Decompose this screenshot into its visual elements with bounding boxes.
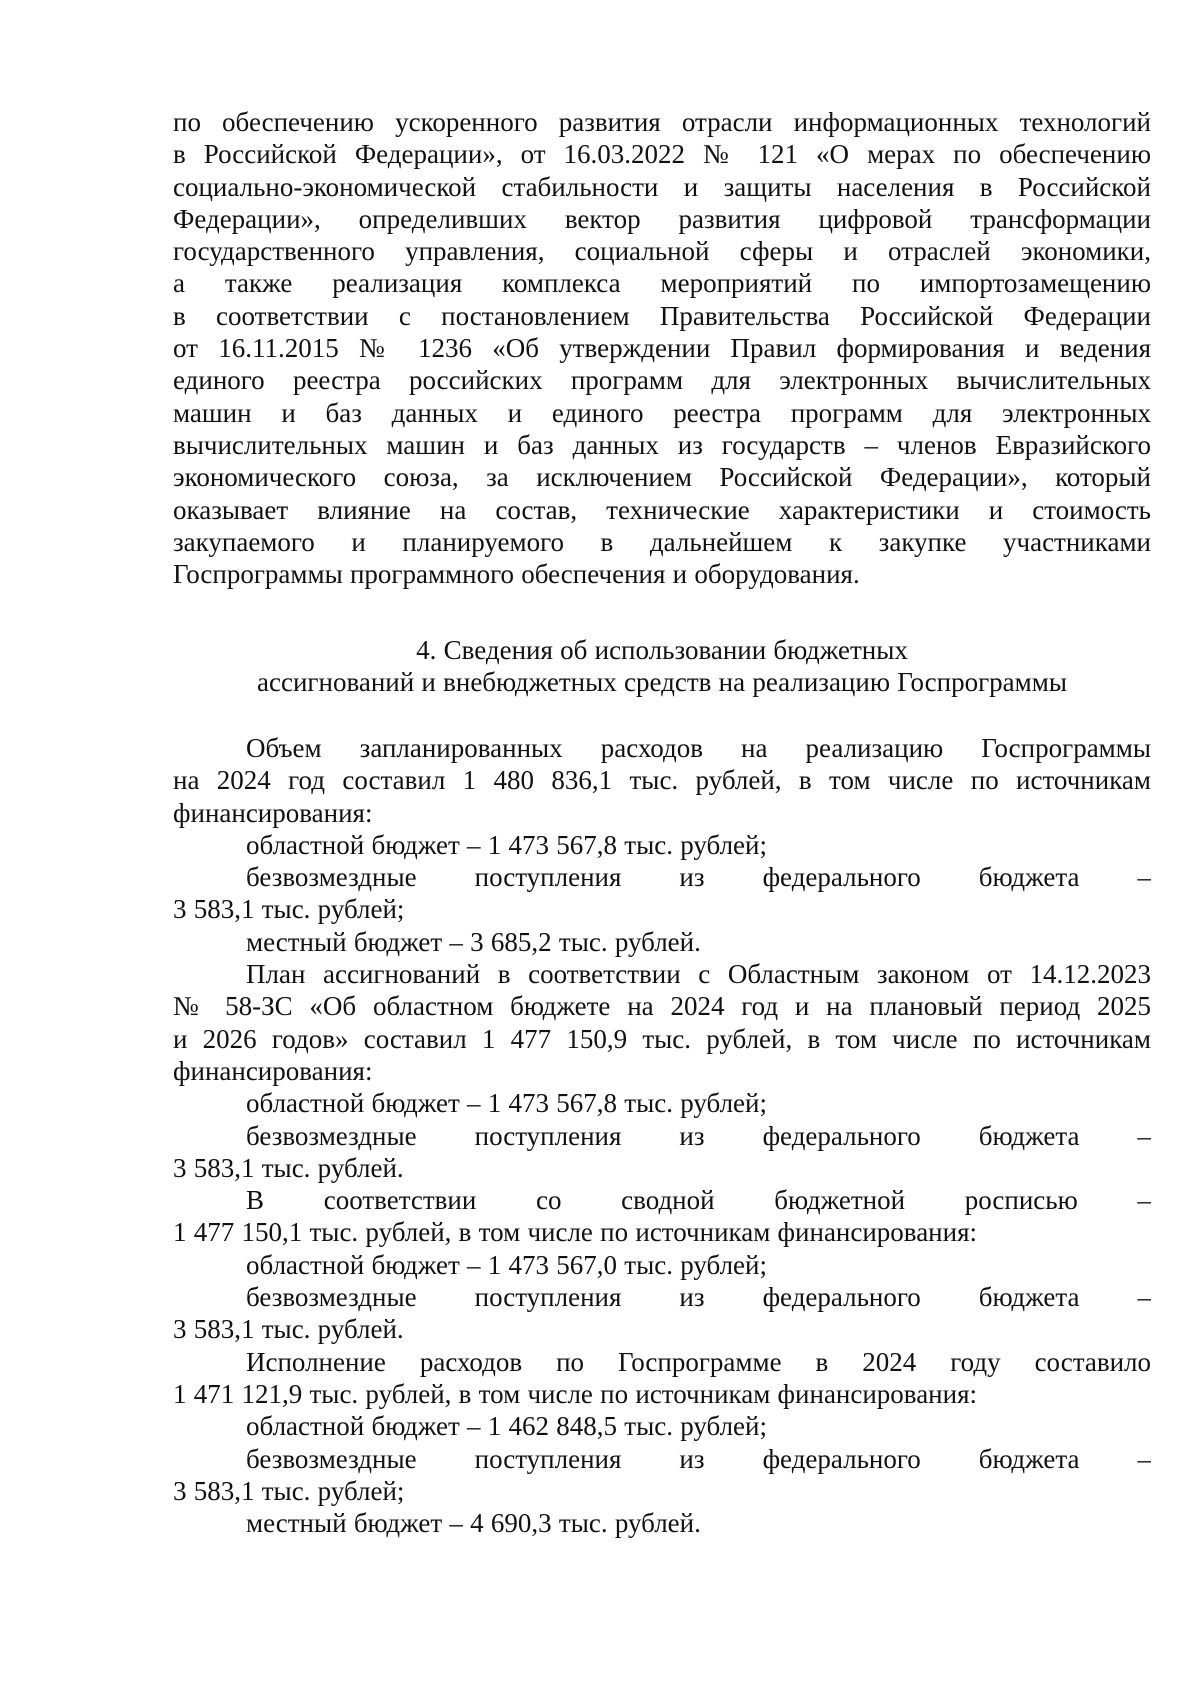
text-line: закупаемого и планируемого в дальнейшем к закупке участниками <box>173 526 1151 557</box>
text-line: на 2024 год составил 1 480 836,1 тыс. рублей, в том числе по источникам <box>173 765 1151 796</box>
text-line: местный бюджет – 3 685,2 тыс. рублей. <box>246 926 701 957</box>
text-line: в соответствии с постановлением Правительства Российской Федерации <box>173 300 1151 331</box>
text-line: 3 583,1 тыс. рублей; <box>173 1475 405 1506</box>
text-line: безвозмездные поступления из федерального бюджета – <box>246 1282 1151 1313</box>
budget-allocation-text <box>173 732 1151 1539</box>
text-line: государственного управления, социальной сферы и отраслей экономики, <box>173 236 1151 267</box>
text-line: экономического союза, за исключением Российской Федерации», который <box>173 462 1151 493</box>
text-line: оказывает влияние на состав, технические характеристики и стоимость <box>173 494 1151 525</box>
text-line: 1 471 121,9 тыс. рублей, в том числе по источникам финансирования: <box>173 1378 978 1409</box>
text-line: безвозмездные поступления из федерального бюджета – <box>246 1120 1151 1151</box>
text-line: № 58-ЗС «Об областном бюджете на 2024 год и на плановый период 2025 <box>173 991 1151 1022</box>
text-line: В соответствии со сводной бюджетной росписью – <box>246 1185 1151 1216</box>
section-heading-line-2: ассигнований и внебюджетных средств на реализацию Госпрограммы <box>257 667 1067 698</box>
text-line: областной бюджет – 1 473 567,0 тыс. рублей; <box>246 1249 767 1280</box>
text-line: машин и баз данных и единого реестра программ для электронных <box>173 397 1151 428</box>
text-line: 3 583,1 тыс. рублей; <box>173 894 405 925</box>
text-line: безвозмездные поступления из федерального бюджета – <box>246 862 1151 893</box>
text-line: Объем запланированных расходов на реализацию Госпрограммы <box>246 733 1151 763</box>
text-line: безвозмездные поступления из федерального бюджета – <box>246 1443 1151 1474</box>
text-line: областной бюджет – 1 473 567,8 тыс. рублей; <box>246 829 767 860</box>
text-line: по обеспечению ускоренного развития отрасли информационных технологий <box>173 107 1151 137</box>
text-line: от 16.11.2015 № 1236 «Об утверждении Правил формирования и ведения <box>173 333 1151 364</box>
text-line: в Российской Федерации», от 16.03.2022 № 121 «О мерах по обеспечению <box>173 139 1151 170</box>
text-line: 3 583,1 тыс. рублей. <box>173 1314 404 1345</box>
section-heading-line-1: 4. Сведения об использовании бюджетных <box>416 635 908 665</box>
text-line: финансирования: <box>173 797 373 828</box>
paragraph-import-substitution <box>173 106 1151 590</box>
section-heading <box>173 634 1151 699</box>
text-line: областной бюджет – 1 462 848,5 тыс. рублей; <box>246 1411 767 1442</box>
text-line: вычислительных машин и баз данных из государств – членов Евразийского <box>173 429 1151 460</box>
text-line: финансирования: <box>173 1055 373 1086</box>
text-line: План ассигнований в соответствии с Областным законом от 14.12.2023 <box>246 959 1151 990</box>
text-line: местный бюджет – 4 690,3 тыс. рублей. <box>246 1508 701 1539</box>
text-line: а также реализация комплекса мероприятий по импортозамещению <box>173 268 1151 299</box>
text-line: единого реестра российских программ для электронных вычислительных <box>173 365 1151 396</box>
text-line: и 2026 годов» составил 1 477 150,9 тыс. рублей, в том числе по источникам <box>173 1023 1151 1054</box>
text-line: Исполнение расходов по Госпрограмме в 2024 году составило <box>246 1346 1151 1377</box>
text-line: Госпрограммы программного обеспечения и оборудования. <box>173 559 860 590</box>
text-line: областной бюджет – 1 473 567,8 тыс. рублей; <box>246 1088 767 1119</box>
text-line: социально-экономической стабильности и защиты населения в Российской <box>173 171 1151 202</box>
text-line: 3 583,1 тыс. рублей. <box>173 1152 404 1183</box>
text-line: Федерации», определивших вектор развития цифровой трансформации <box>173 203 1151 234</box>
text-line: 1 477 150,1 тыс. рублей, в том числе по источникам финансирования: <box>173 1217 978 1248</box>
